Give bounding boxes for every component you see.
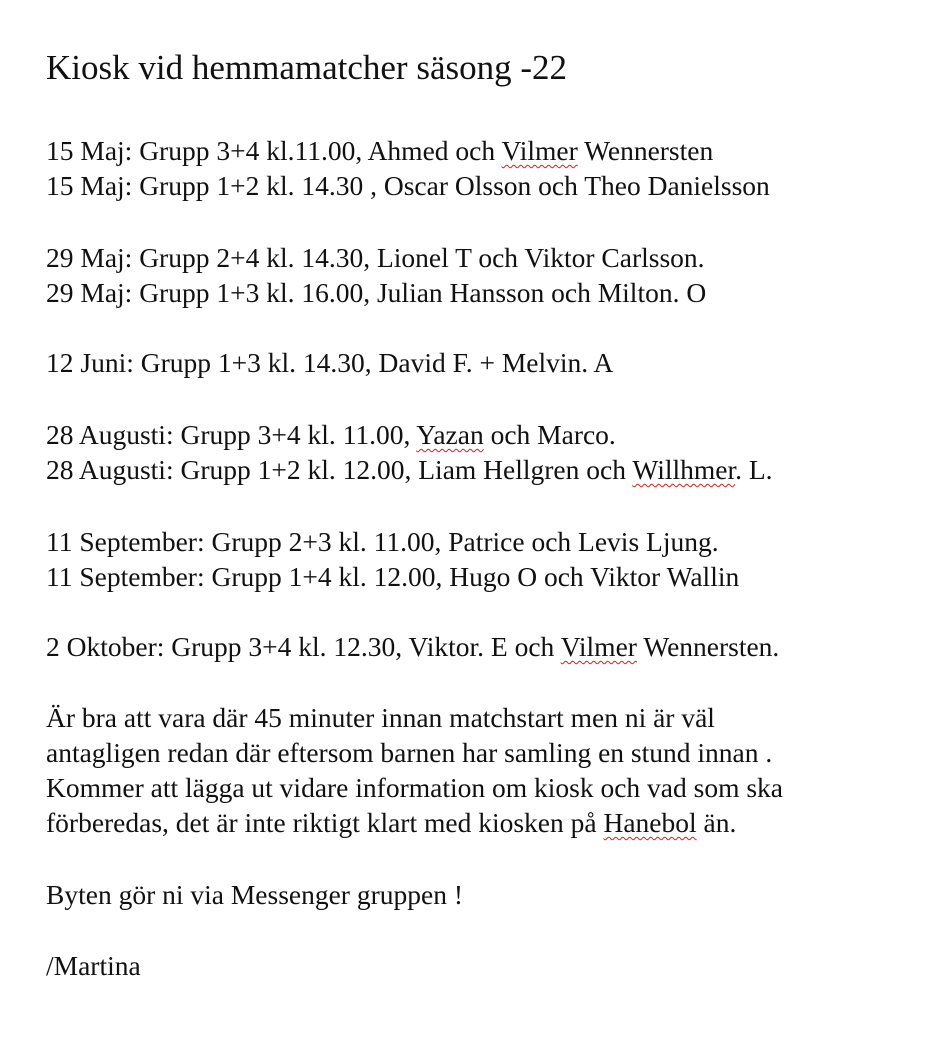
info-paragraph-line: Är bra att vara där 45 minuter innan matchstart men ni är väl [46, 702, 715, 733]
spellcheck-flagged-word[interactable]: Vilmer [501, 135, 578, 166]
schedule-line-text: och Marco. [483, 419, 616, 450]
info-paragraph-text: förberedas, det är inte riktigt klart med kiosken på [46, 807, 604, 838]
spellcheck-flagged-word[interactable]: Willhmer [632, 454, 736, 485]
schedule-line-text: 2 Oktober: Grupp 3+4 kl. 12.30, Viktor. E och [46, 631, 561, 662]
schedule-line: 11 September: Grupp 1+4 kl. 12.00, Hugo O och Viktor Wallin [46, 561, 740, 592]
schedule-line: 11 September: Grupp 2+3 kl. 11.00, Patrice och Levis Ljung. [46, 526, 719, 557]
schedule-line: 12 Juni: Grupp 1+3 kl. 14.30, David F. + Melvin. A [46, 347, 614, 378]
info-paragraph-line: antagligen redan där eftersom barnen har samling en stund innan . [46, 737, 773, 768]
schedule-line-text: 28 Augusti: Grupp 1+2 kl. 12.00, Liam Hellgren och [46, 454, 633, 485]
schedule-line: 15 Maj: Grupp 1+2 kl. 14.30 , Oscar Olsson och Theo Danielsson [46, 170, 770, 201]
schedule-line [46, 629, 779, 664]
schedule-line-text: 28 Augusti: Grupp 3+4 kl. 11.00, [46, 419, 417, 450]
schedule-line [46, 417, 616, 452]
schedule-line [46, 452, 773, 487]
schedule-line-text: Wennersten. [636, 631, 780, 662]
schedule-line-text: 15 Maj: Grupp 3+4 kl.11.00, Ahmed och [46, 135, 502, 166]
signature: /Martina [46, 950, 141, 981]
info-paragraph-line [46, 805, 736, 840]
info-paragraph-text: än. [696, 807, 737, 838]
schedule-line: 29 Maj: Grupp 2+4 kl. 14.30, Lionel T och Viktor Carlsson. [46, 242, 705, 273]
spellcheck-flagged-word[interactable]: Vilmer [560, 631, 637, 662]
document-title: Kiosk vid hemmamatcher säsong -22 [46, 48, 568, 87]
messenger-note: Byten gör ni via Messenger gruppen ! [46, 879, 463, 910]
schedule-line-text: Wennersten [577, 135, 714, 166]
schedule-line-text: . L. [735, 454, 773, 485]
spellcheck-flagged-word[interactable]: Yazan [416, 419, 484, 450]
spellcheck-flagged-word[interactable]: Hanebol [603, 807, 697, 838]
schedule-line: 29 Maj: Grupp 1+3 kl. 16.00, Julian Hansson och Milton. O [46, 277, 707, 308]
schedule-line [46, 133, 713, 168]
info-paragraph-line: Kommer att lägga ut vidare information om kiosk och vad som ska [46, 772, 783, 803]
